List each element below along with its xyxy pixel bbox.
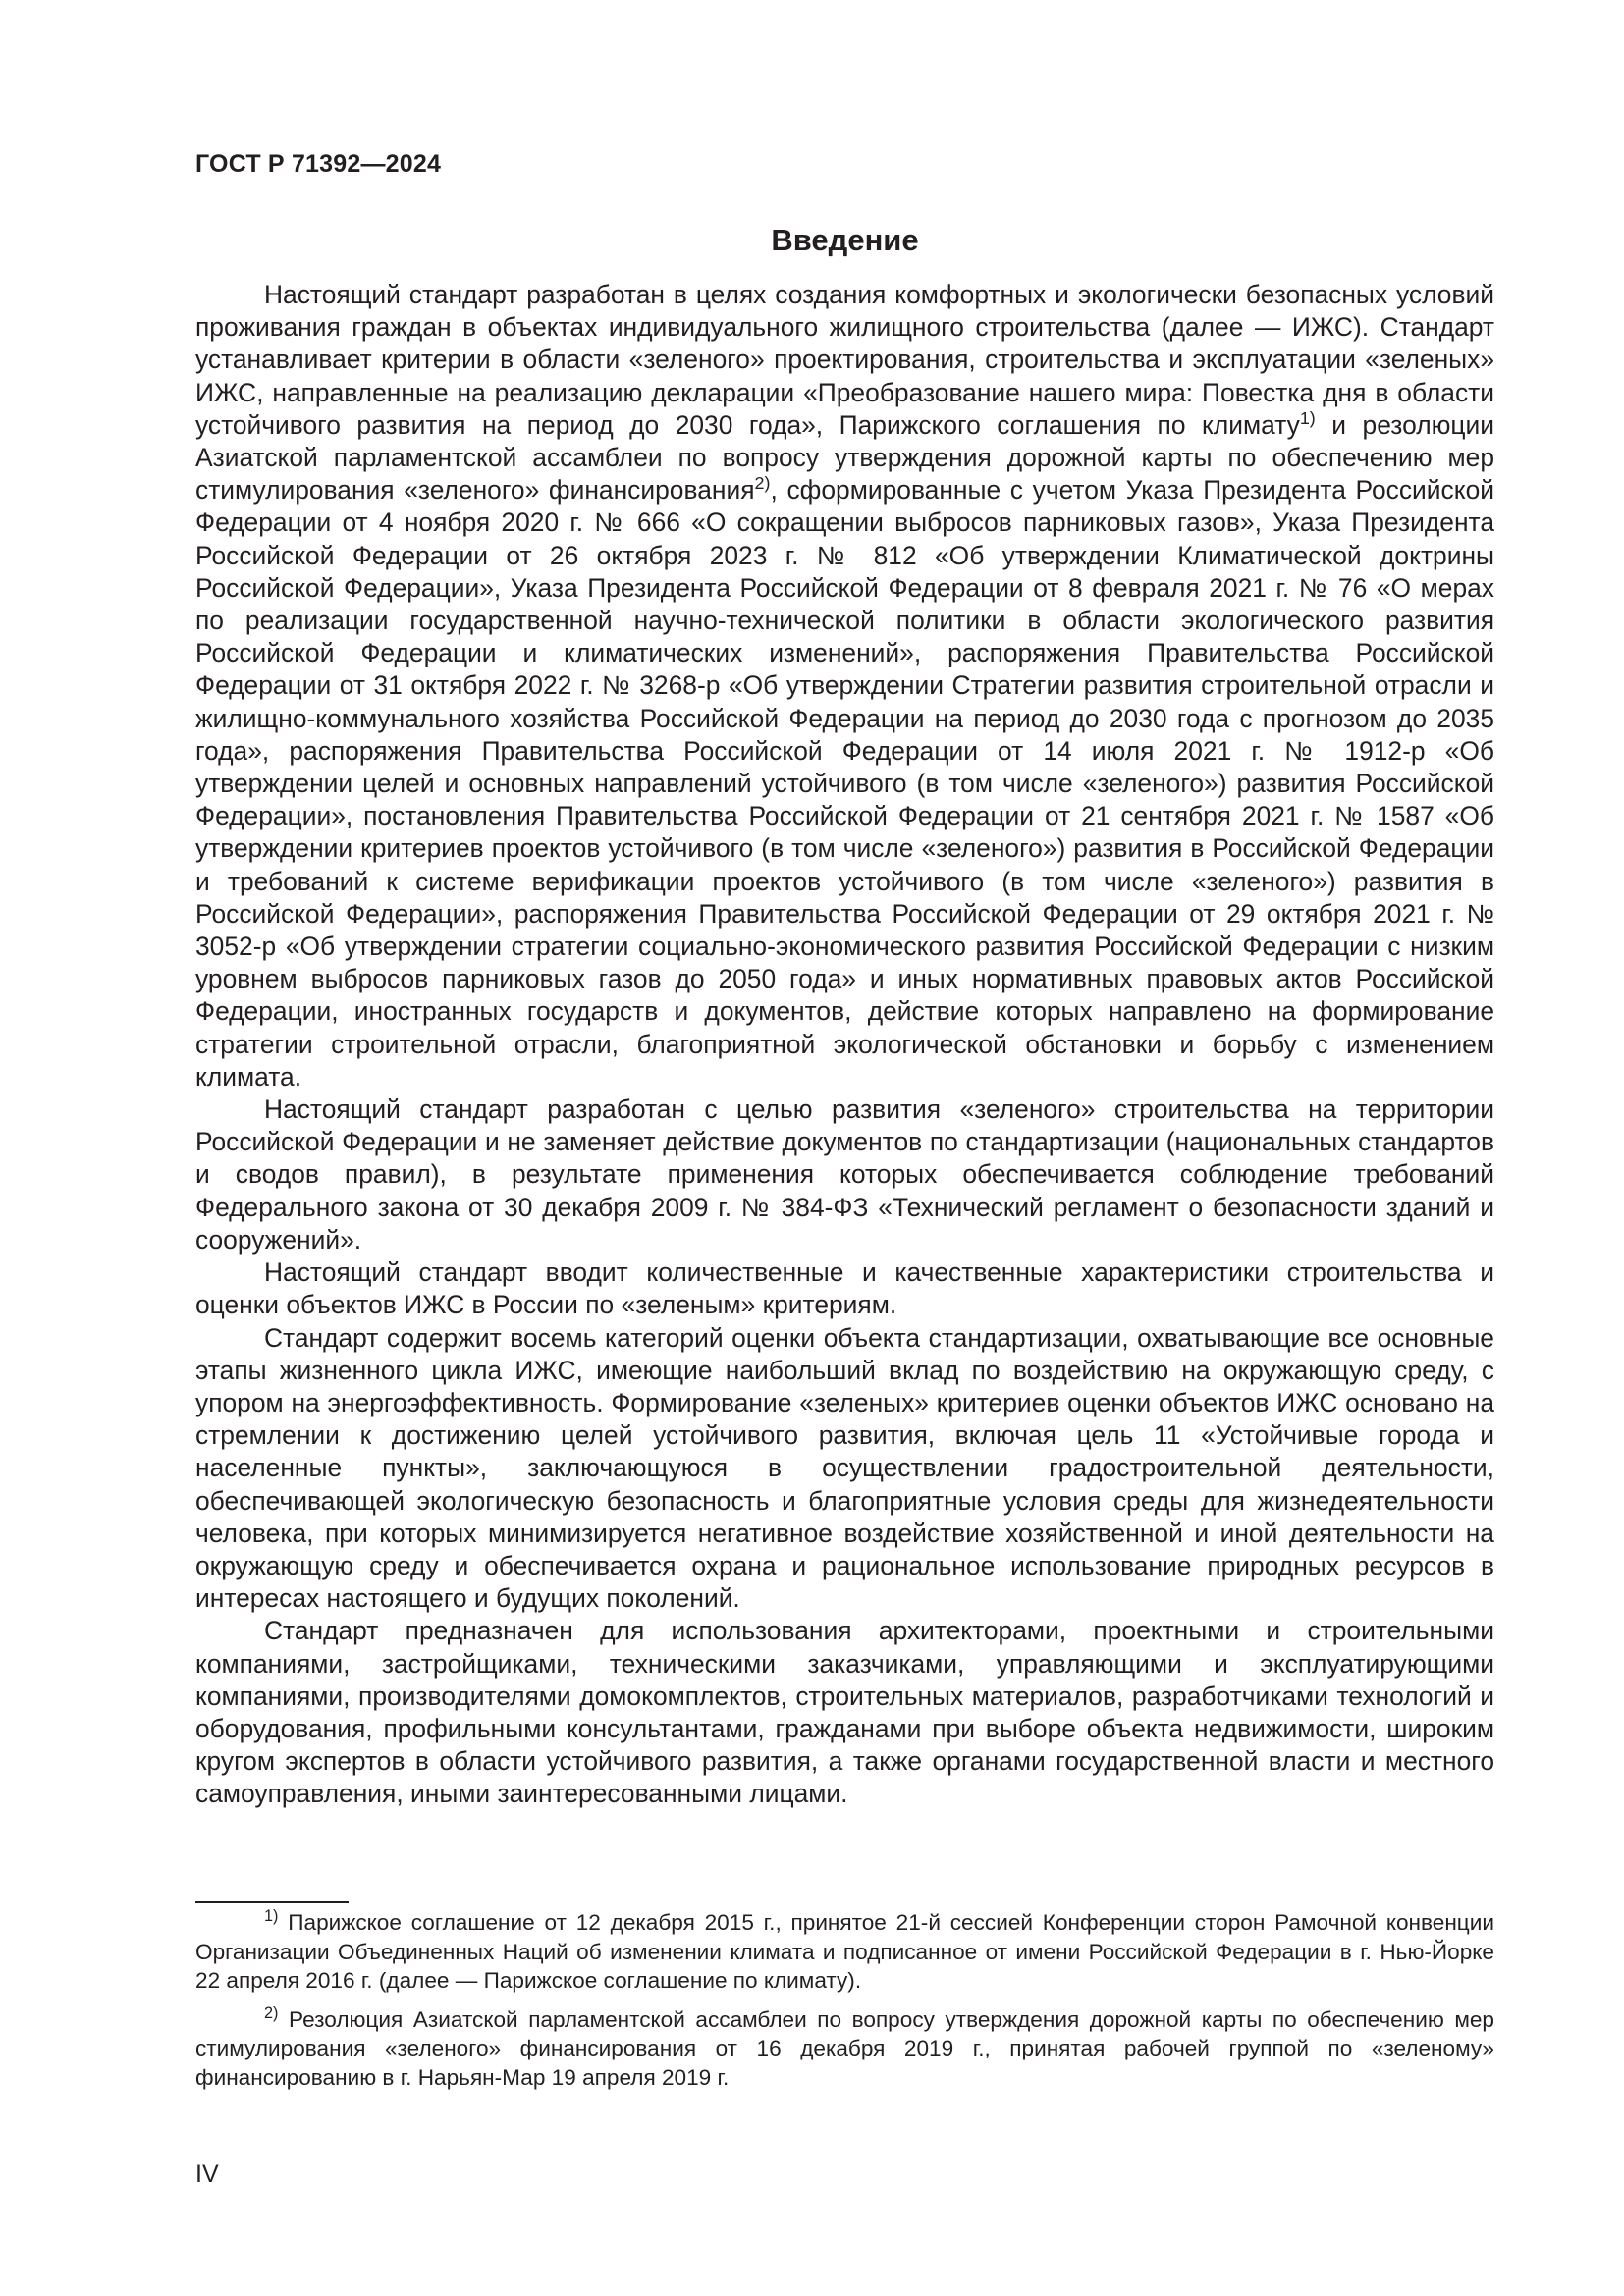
standard-header: ГОСТ Р 71392—2024 xyxy=(195,150,442,178)
footnote-1-text: Парижское соглашение от 12 декабря 2015 г., принятое 21-й сессией Конференции сторон Рамочной конвенции Организации Объединенных Наций об изменении климата и подписанное от имени Российской Федерации в г. Нью-Йорке 22 апреля 2016 г. (далее — Парижское соглашение по климату). xyxy=(195,1910,1494,1993)
footnote-1-marker: 1) xyxy=(264,1907,279,1926)
footnote-separator xyxy=(195,1901,349,1903)
paragraph-1-text-b: и резолюции Азиатской парламентской ассамблеи по вопросу утверждения дорожной карты по обеспечению мер стимулирования «зеленого» финансирования xyxy=(195,409,1494,506)
footnote-2 xyxy=(195,2005,1494,2093)
page-number: IV xyxy=(195,2161,219,2188)
paragraph-5: Стандарт предназначен для использования архитекторами, проектными и строительными компаниями, застройщиками, техническими заказчиками, управляющими и эксплуатирующими компаниями, производителями домокомплектов, строительных материалов, разработчиками технологий и оборудования, профильными консультантами, гражданами при выборе объекта недвижимости, широким кругом экспертов в области устойчивого развития, а также органами государственной власти и местного самоуправления, иными заинтересованными лицами. xyxy=(195,1616,1494,1809)
footnote-2-marker: 2) xyxy=(264,2003,279,2022)
introduction-body xyxy=(195,279,1494,1811)
footnote-ref-1[interactable]: 1) xyxy=(1299,407,1316,428)
paragraph-3: Настоящий стандарт вводит количественные и качественные характеристики строительства и оценки объектов ИЖС в России по «зеленым» критериям. xyxy=(195,1257,1494,1320)
paragraph-1-text-c: , сформированные с учетом Указа Президента Российской Федерации от 4 ноября 2020 г. № 666 «О сокращении выбросов парниковых газов», Указа Президента Российской Федерации от 26 октября 2023 г. № 812 «Об утверждении Климатической доктрины Российской Федерации», Указа Президента Российской Федерации от 8 февраля 2021 г. № 76 «О мерах по реализации государственной научно-технической политики в области экологического развития Российской Федерации и климатических изменений», распоряжения Правительства Российской Федерации от 31 октября 2022 г. № 3268-р «Об утверждении Стратегии развития строительной отрасли и жилищно-коммунального хозяйства Российской Федерации на период до 2030 года с прогнозом до 2035 года», распоряжения Правительства Российской Федерации от 14 июля 2021 г. № 1912-р «Об утверждении целей и основных направлений устойчивого (в том числе «зеленого») развития Российской Федерации», постановления Правительства Российской Федерации от 21 сентября 2021 г. № 1587 «Об утверждении критериев проектов устойчивого (в том числе «зеленого») развития в Российской Федерации и требований к системе верификации проектов устойчивого (в том числе «зеленого») развития в Российской Федерации», распоряжения Правительства Российской Федерации от 29 октября 2021 г. № 3052-р «Об утверждении стратегии социально-экономического развития Российской Федерации с низким уровнем выбросов парниковых газов до 2050 года» и иных нормативных правовых актов Российской Федерации, иностранных государств и документов, действие которых направлено на формирование стратегии строительной отрасли, благоприятной экологической обстановки и борьбу с изменением климата. xyxy=(195,475,1494,1092)
paragraph-1-text-a: Настоящий стандарт разработан в целях создания комфортных и экологически безопасных условий проживания граждан в объектах индивидуального жилищного строительства (далее — ИЖС). Стандарт устанавливает критерии в области «зеленого» проектирования, строительства и эксплуатации «зеленых» ИЖС, направленные на реализацию декларации «Преобразование нашего мира: Повестка дня в области устойчивого развития на период до 2030 года», Парижского соглашения по климату xyxy=(195,280,1494,440)
footnote-1 xyxy=(195,1908,1494,1996)
footnotes xyxy=(195,1908,1494,2102)
footnote-ref-2[interactable]: 2) xyxy=(754,473,771,494)
paragraph-4: Стандарт содержит восемь категорий оценки объекта стандартизации, охватывающие все основные этапы жизненного цикла ИЖС, имеющие наибольший вклад по воздействию на окружающую среду, с упором на энергоэффективность. Формирование «зеленых» критериев оценки объектов ИЖС основано на стремлении к достижению целей устойчивого развития, включая цель 11 «Устойчивые города и населенные пункты», заключающуюся в осуществлении градостроительной деятельности, обеспечивающей экологическую безопасность и благоприятные условия среды для жизнедеятельности человека, при которых минимизируется негативное воздействие хозяйственной и иной деятельности на окружающую среду и обеспечивается охрана и рациональное использование природных ресурсов в интересах настоящего и будущих поколений. xyxy=(195,1322,1494,1614)
paragraph-2: Настоящий стандарт разработан с целью развития «зеленого» строительства на территории Российской Федерации и не заменяет действие документов по стандартизации (национальных стандартов и сводов правил), в результате применения которых обеспечивается соблюдение требований Федерального закона от 30 декабря 2009 г. № 384-ФЗ «Технический регламент о безопасности зданий и сооружений». xyxy=(195,1095,1494,1255)
paragraph-1 xyxy=(195,279,1494,1094)
section-title: Введение xyxy=(771,223,919,257)
footnote-2-text: Резолюция Азиатской парламентской ассамблеи по вопросу утверждения дорожной карты по обеспечению мер стимулирования «зеленого» финансирования от 16 декабря 2019 г., принятая рабочей группой по «зеленому» финансированию в г. Нарьян-Мар 19 апреля 2019 г. xyxy=(195,2006,1494,2090)
